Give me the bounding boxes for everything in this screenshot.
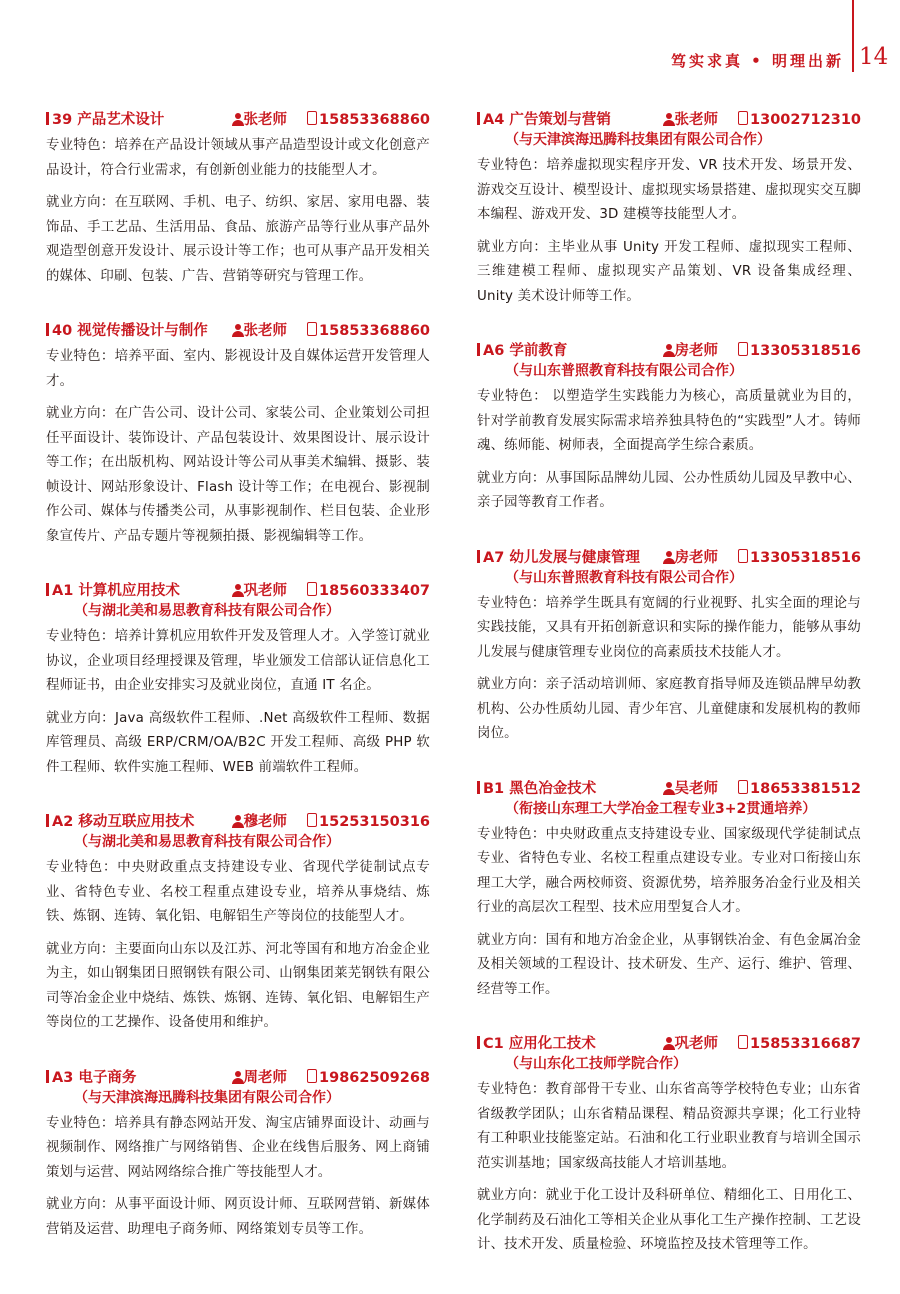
major-section xyxy=(46,1068,430,1243)
phone-number: 13305318516 xyxy=(750,549,861,566)
teacher-name: 周老师 xyxy=(243,1069,288,1086)
feature-text: 专业特色：培养在产品设计领域从事产品造型设计或文化创意产品设计，符合行业需求，有创新创业能力的技能型人才。 xyxy=(46,138,430,178)
career-text: 就业方向：在互联网、手机、电子、纺织、家居、家用电器、装饰品、手工艺品、生活用品、食品、旅游产品等行业从事产品外观造型创意开发设计、展示设计等工作；也可从事产品开发相关的媒体、印刷、包装、广告、营销等研究与管理工作。 xyxy=(46,195,430,284)
phone-number: 18653381512 xyxy=(750,780,861,797)
major-title: A2 移动互联应用技术 xyxy=(52,814,195,830)
feature-text: 专业特色： 以塑造学生实践能力为核心，高质量就业为目的，针对学前教育发展实际需求培养独具特色的“实践型”人才。铸师魂、练师能、树师表，全面提高学生综合素质。 xyxy=(477,389,861,453)
teacher-name: 房老师 xyxy=(674,549,719,566)
teacher-name: 穆老师 xyxy=(243,814,288,830)
heading-marker xyxy=(477,1036,480,1049)
teacher-name: 张老师 xyxy=(674,112,719,128)
career-text: 就业方向：主毕业从事 Unity 开发工程师、虚拟现实工程师、三维建模工程师、虚拟现实产品策划、VR 设备集成经理、Unity 美术设计师等工作。 xyxy=(477,239,861,304)
feature-text: 专业特色：培养平面、室内、影视设计及自媒体运营开发管理人才。 xyxy=(46,349,430,389)
major-title: A1 计算机应用技术 xyxy=(52,583,180,599)
major-title: C1 应用化工技术 xyxy=(483,1036,596,1052)
feature-text: 专业特色：培养具有静态网站开发、淘宝店铺界面设计、动画与视频制作、网络推广与网络销售、企业在线售后服务、网上商铺策划与运营、网站网络综合推广等技能型人才。 xyxy=(46,1115,430,1180)
major-heading xyxy=(46,812,430,832)
career-text: 就业方向：在广告公司、设计公司、家装公司、企业策划公司担任平面设计、装饰设计、产品包装设计、效果图设计、展示设计等工作；在出版机构、网站设计等公司从事美术编辑、摄影、装帧设计、网站形象设计、Flash 设计等工作；在电视台、影视制作公司、媒体与传播类公司，从事影视制作、栏目包装、企业形象宣传片、产品专题片等视频拍摄、影视编辑等工作。 xyxy=(46,406,430,544)
heading-marker xyxy=(46,814,49,827)
heading-marker xyxy=(477,781,480,794)
major-title: A6 学前教育 xyxy=(483,343,568,359)
career-text: 就业方向：主要面向山东以及江苏、河北等国有和地方冶金企业为主，如山钢集团日照钢铁有限公司、山钢集团莱芜钢铁有限公司等冶金企业中烧结、炼铁、炼钢、连铸、氧化铝、电解铝生产等岗位的工艺操作、设备使用和维护。 xyxy=(46,941,430,1030)
heading-marker xyxy=(46,583,49,596)
person-icon xyxy=(663,782,674,795)
partner-note: （与天津滨海迅腾科技集团有限公司合作） xyxy=(505,132,771,148)
right-column xyxy=(477,110,861,1290)
major-section xyxy=(46,321,430,549)
person-icon xyxy=(232,584,243,597)
contact-info xyxy=(232,812,430,832)
teacher-name: 巩老师 xyxy=(674,1036,719,1052)
person-icon xyxy=(232,324,243,337)
teacher-name: 巩老师 xyxy=(243,583,288,599)
person-icon xyxy=(663,344,674,357)
contact-info xyxy=(663,548,861,568)
feature-text: 专业特色：培养学生既具有宽阔的行业视野、扎实全面的理论与实践技能，又具有开拓创新意识和实际的操作能力，能够从事幼儿发展与健康管理专业岗位的高素质技术技能人才。 xyxy=(477,595,861,660)
major-section xyxy=(477,1034,861,1258)
person-icon xyxy=(663,1037,674,1050)
partner-note: （与山东化工技师学院合作） xyxy=(505,1056,687,1072)
partner-note: （与山东普照教育科技有限公司合作） xyxy=(505,569,743,586)
phone-icon xyxy=(307,111,317,125)
major-section xyxy=(477,341,861,516)
career-text: 就业方向：亲子活动培训师、家庭教育指导师及连锁品牌早幼教机构、公办性质幼儿园、青少年宫、儿童健康和发展机构的教师岗位。 xyxy=(477,677,861,741)
header-slogan: 笃实求真 • 明理出新 xyxy=(670,52,844,70)
header-divider xyxy=(852,0,854,72)
heading-marker xyxy=(477,112,480,125)
phone-number: 19862509268 xyxy=(319,1069,430,1086)
phone-number: 13305318516 xyxy=(750,343,861,359)
contact-info xyxy=(232,321,430,341)
teacher-name: 吴老师 xyxy=(674,780,719,797)
phone-number: 15853316687 xyxy=(750,1036,861,1052)
major-section xyxy=(46,581,430,780)
career-text: 就业方向：从事国际品牌幼儿园、公办性质幼儿园及早教中心、亲子园等教育工作者。 xyxy=(477,470,861,510)
major-section xyxy=(477,779,861,1003)
page-number: 14 xyxy=(859,44,889,70)
contact-info xyxy=(663,779,861,799)
teacher-name: 房老师 xyxy=(674,343,719,359)
page-header xyxy=(0,0,900,80)
career-text: 就业方向：国有和地方冶金企业，从事钢铁冶金、有色金属冶金及相关领域的工程设计、技术研发、生产、运行、维护、管理、经营等工作。 xyxy=(477,932,861,997)
phone-icon xyxy=(307,1069,317,1083)
heading-marker xyxy=(46,1070,49,1083)
phone-number: 18560333407 xyxy=(319,583,430,599)
contact-info xyxy=(232,1068,430,1088)
person-icon xyxy=(232,815,243,828)
phone-icon xyxy=(738,342,748,356)
heading-marker xyxy=(477,343,480,356)
partner-note: （与湖北美和易思教育科技有限公司合作） xyxy=(74,603,340,619)
career-text: 就业方向：从事平面设计师、网页设计师、互联网营销、新媒体营销及运营、助理电子商务师、网络策划专员等工作。 xyxy=(46,1197,430,1237)
phone-number: 15853368860 xyxy=(319,323,430,339)
major-section xyxy=(46,812,430,1036)
phone-number: 15853368860 xyxy=(319,112,430,128)
phone-icon xyxy=(307,582,317,596)
phone-icon xyxy=(307,813,317,827)
major-heading xyxy=(46,110,430,130)
phone-icon xyxy=(738,1035,748,1049)
person-icon xyxy=(663,551,674,564)
partner-note: （与天津滨海迅腾科技集团有限公司合作） xyxy=(74,1089,340,1106)
person-icon xyxy=(663,113,674,126)
contact-info xyxy=(232,581,430,601)
partner-note: （与湖北美和易思教育科技有限公司合作） xyxy=(74,834,340,850)
person-icon xyxy=(232,1071,243,1084)
phone-icon xyxy=(738,780,748,794)
person-icon xyxy=(232,113,243,126)
contact-info xyxy=(663,1034,861,1054)
major-heading xyxy=(477,779,861,799)
partner-note: （衔接山东理工大学冶金工程专业3+2贯通培养） xyxy=(505,800,817,817)
teacher-name: 张老师 xyxy=(243,112,288,128)
major-heading xyxy=(477,1034,861,1054)
feature-text: 专业特色：教育部骨干专业、山东省高等学校特色专业；山东省省级教学团队；山东省精品课程、精品资源共享课；化工行业特有工种职业技能鉴定站。石油和化工行业职业教育与培训全国示范实训基地；国家级高技能人才培训基地。 xyxy=(477,1082,861,1171)
major-heading xyxy=(477,110,861,130)
feature-text: 专业特色：培养虚拟现实程序开发、VR 技术开发、场景开发、游戏交互设计、模型设计、虚拟现实场景搭建、虚拟现实交互脚本编程、游戏开发、3D 建模等技能型人才。 xyxy=(477,158,861,222)
major-title: A4 广告策划与营销 xyxy=(483,112,611,128)
major-section xyxy=(477,110,861,309)
major-title: 39 产品艺术设计 xyxy=(52,112,165,128)
major-title: 40 视觉传播设计与制作 xyxy=(52,323,208,339)
heading-marker xyxy=(477,550,480,563)
major-heading xyxy=(46,1068,430,1088)
major-heading xyxy=(46,321,430,341)
phone-icon xyxy=(738,549,748,563)
major-section xyxy=(477,548,861,747)
contact-info xyxy=(232,110,430,130)
heading-marker xyxy=(46,323,49,336)
career-text: 就业方向：就业于化工设计及科研单位、精细化工、日用化工、化学制药及石油化工等相关企业从事化工生产操作控制、工艺设计、技术开发、质量检验、环境监控及技术管理等工作。 xyxy=(477,1188,861,1252)
phone-icon xyxy=(307,322,317,336)
major-heading xyxy=(477,341,861,361)
major-title: B1 黑色冶金技术 xyxy=(483,780,597,797)
phone-icon xyxy=(738,111,748,125)
major-section xyxy=(46,110,430,289)
feature-text: 专业特色：中央财政重点支持建设专业、省现代学徒制试点专业、省特色专业、名校工程重点建设专业，培养从事烧结、炼铁、炼钢、连铸、氧化铝、电解铝生产等岗位的技能型人才。 xyxy=(46,860,430,924)
major-heading xyxy=(477,548,861,568)
teacher-name: 张老师 xyxy=(243,323,288,339)
heading-marker xyxy=(46,112,49,125)
partner-note: （与山东普照教育科技有限公司合作） xyxy=(505,363,743,379)
phone-number: 13002712310 xyxy=(750,112,861,128)
feature-text: 专业特色：中央财政重点支持建设专业、国家级现代学徒制试点专业、省特色专业、名校工程重点建设专业。专业对口衔接山东理工大学，融合两校师资、资源优势，培养服务冶金行业及相关行业的高层次工程型、技术应用型复合人才。 xyxy=(477,826,861,915)
major-heading xyxy=(46,581,430,601)
contact-info xyxy=(663,110,861,130)
contact-info xyxy=(663,341,861,361)
left-column xyxy=(46,110,430,1274)
phone-number: 15253150316 xyxy=(319,814,430,830)
major-title: A3 电子商务 xyxy=(52,1069,137,1086)
feature-text: 专业特色：培养计算机应用软件开发及管理人才。入学签订就业协议，企业项目经理授课及管理，毕业颁发工信部认证信息化工程师证书，由企业安排实习及就业岗位，直通 IT 名企。 xyxy=(46,629,430,693)
major-title: A7 幼儿发展与健康管理 xyxy=(483,549,640,566)
career-text: 就业方向：Java 高级软件工程师、.Net 高级软件工程师、数据库管理员、高级 ERP/CRM/OA/B2C 开发工程师、高级 PHP 软件工程师、软件实施工程师、WEB 前端软件工程师。 xyxy=(46,710,430,775)
